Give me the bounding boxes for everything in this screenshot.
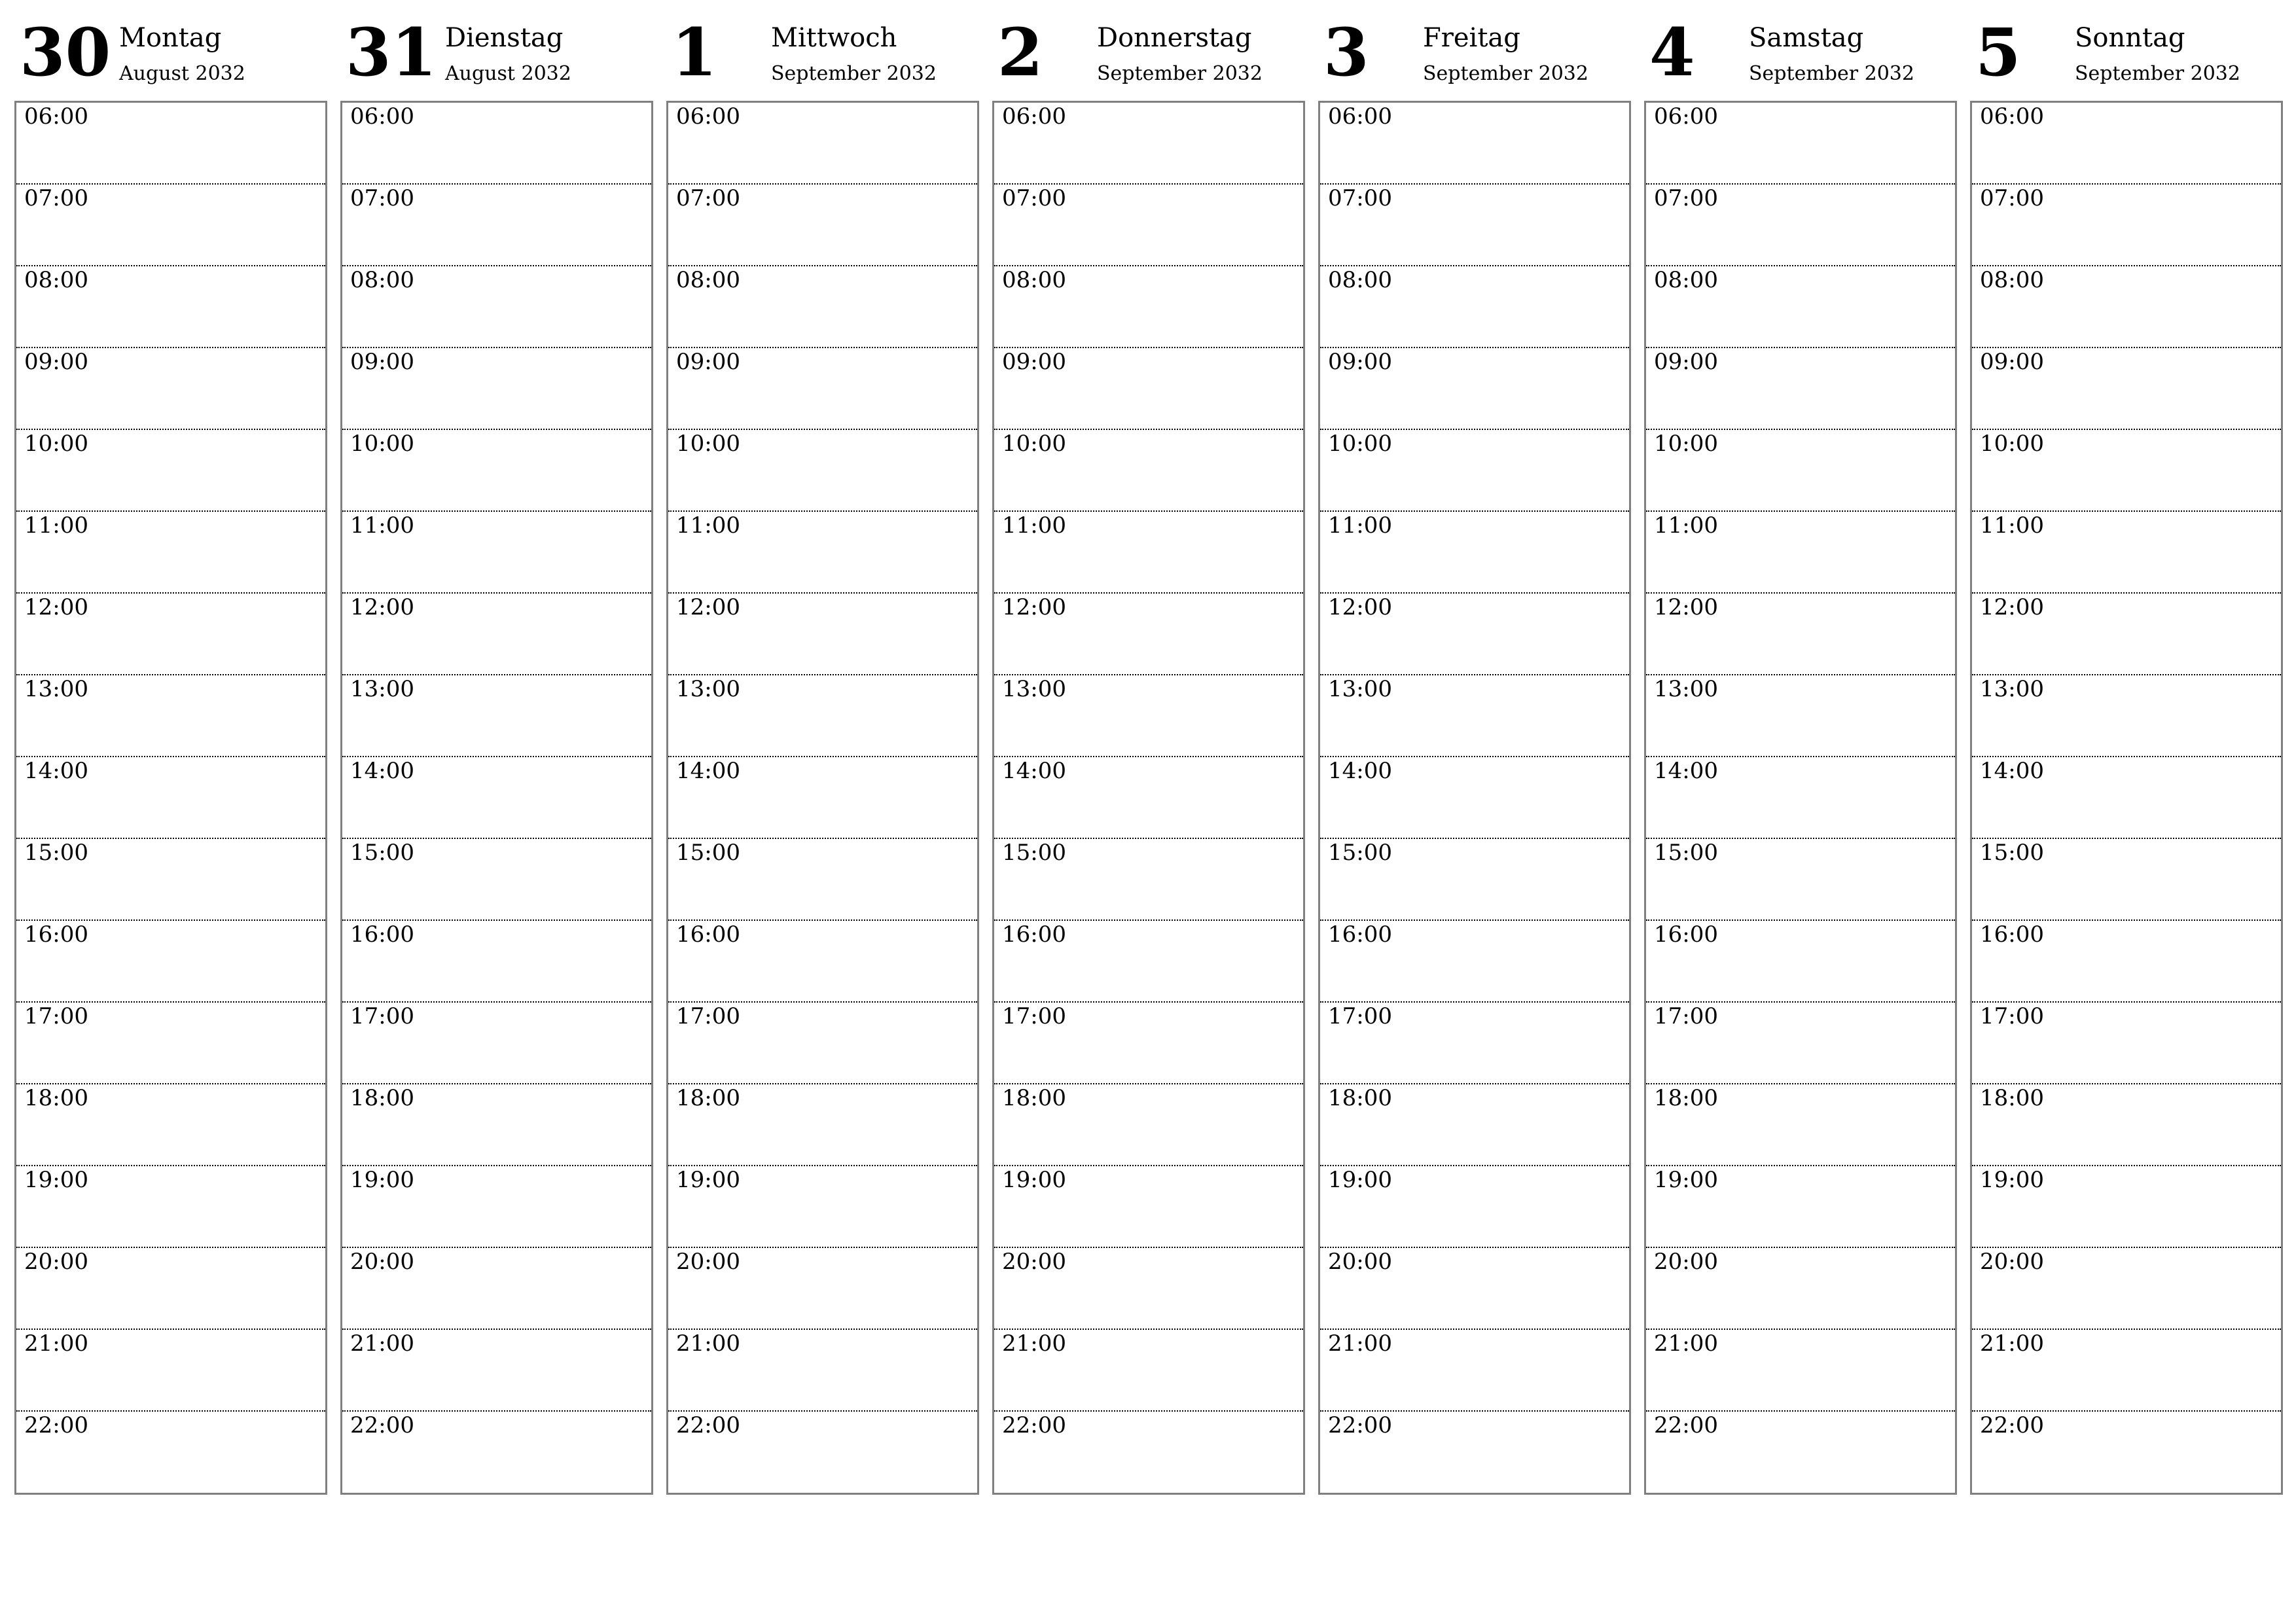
time-label: 22:00 bbox=[1328, 1412, 1392, 1438]
day-number: 4 bbox=[1649, 14, 1695, 91]
time-label: 09:00 bbox=[1654, 349, 1718, 375]
time-slot[interactable] bbox=[1320, 348, 1629, 430]
time-label: 11:00 bbox=[1328, 512, 1392, 539]
month-year-label: September 2032 bbox=[1749, 62, 1914, 85]
time-slot[interactable] bbox=[1646, 266, 1955, 348]
weekday-label: Freitag bbox=[1423, 23, 1520, 53]
time-label: 14:00 bbox=[1328, 758, 1392, 784]
time-label: 18:00 bbox=[1654, 1085, 1718, 1111]
time-slot[interactable] bbox=[994, 430, 1303, 512]
time-label: 12:00 bbox=[676, 594, 740, 620]
time-label: 09:00 bbox=[350, 349, 414, 375]
time-slot[interactable] bbox=[342, 921, 651, 1003]
time-label: 10:00 bbox=[1328, 431, 1392, 457]
time-label: 21:00 bbox=[676, 1330, 740, 1357]
time-label: 10:00 bbox=[1654, 431, 1718, 457]
time-slot[interactable] bbox=[16, 1084, 325, 1166]
time-label: 07:00 bbox=[1654, 185, 1718, 211]
time-slot[interactable] bbox=[1972, 839, 2281, 921]
time-slot[interactable] bbox=[342, 757, 651, 839]
day-column bbox=[992, 0, 1305, 1438]
time-slot[interactable] bbox=[1320, 1330, 1629, 1412]
time-label: 15:00 bbox=[1654, 840, 1718, 866]
time-label: 08:00 bbox=[24, 267, 88, 293]
time-label: 10:00 bbox=[676, 431, 740, 457]
time-label: 06:00 bbox=[1654, 103, 1718, 130]
time-label: 08:00 bbox=[1654, 267, 1718, 293]
time-label: 12:00 bbox=[350, 594, 414, 620]
weekday-label: Montag bbox=[119, 23, 222, 53]
time-slot[interactable] bbox=[342, 512, 651, 594]
time-slot[interactable] bbox=[668, 266, 977, 348]
time-slot[interactable] bbox=[1972, 594, 2281, 675]
time-label: 08:00 bbox=[350, 267, 414, 293]
time-label: 17:00 bbox=[1002, 1003, 1066, 1029]
time-label: 07:00 bbox=[1002, 185, 1066, 211]
time-slot[interactable] bbox=[1972, 1084, 2281, 1166]
time-label: 12:00 bbox=[24, 594, 88, 620]
day-time-grid bbox=[1318, 101, 1631, 1495]
time-slot[interactable] bbox=[1320, 185, 1629, 266]
time-label: 18:00 bbox=[1328, 1085, 1392, 1111]
time-label: 17:00 bbox=[1980, 1003, 2044, 1029]
time-slot[interactable] bbox=[1646, 1330, 1955, 1412]
time-slot[interactable] bbox=[342, 103, 651, 185]
time-label: 06:00 bbox=[1002, 103, 1066, 130]
time-label: 13:00 bbox=[676, 676, 740, 702]
time-slot[interactable] bbox=[16, 266, 325, 348]
time-label: 19:00 bbox=[1002, 1167, 1066, 1193]
time-slot[interactable] bbox=[1972, 1166, 2281, 1248]
day-column bbox=[14, 0, 327, 1438]
time-slot[interactable] bbox=[16, 1412, 325, 1493]
time-label: 06:00 bbox=[1980, 103, 2044, 130]
time-slot[interactable] bbox=[1646, 757, 1955, 839]
time-slot[interactable] bbox=[16, 348, 325, 430]
day-header bbox=[1970, 0, 2283, 101]
day-column bbox=[340, 0, 653, 1438]
time-label: 17:00 bbox=[1328, 1003, 1392, 1029]
time-slot[interactable] bbox=[1972, 348, 2281, 430]
time-label: 13:00 bbox=[350, 676, 414, 702]
time-slot[interactable] bbox=[994, 921, 1303, 1003]
time-label: 21:00 bbox=[1654, 1330, 1718, 1357]
time-label: 06:00 bbox=[1328, 103, 1392, 130]
time-slot[interactable] bbox=[668, 1166, 977, 1248]
time-slot[interactable] bbox=[1646, 1166, 1955, 1248]
time-slot[interactable] bbox=[668, 348, 977, 430]
time-label: 21:00 bbox=[1328, 1330, 1392, 1357]
time-label: 20:00 bbox=[1328, 1249, 1392, 1275]
time-label: 11:00 bbox=[24, 512, 88, 539]
day-time-grid bbox=[14, 101, 327, 1495]
time-label: 22:00 bbox=[1980, 1412, 2044, 1438]
time-slot[interactable] bbox=[1320, 839, 1629, 921]
time-label: 09:00 bbox=[1002, 349, 1066, 375]
time-slot[interactable] bbox=[342, 430, 651, 512]
time-slot[interactable] bbox=[668, 1412, 977, 1493]
time-label: 10:00 bbox=[24, 431, 88, 457]
time-label: 16:00 bbox=[24, 921, 88, 948]
time-slot[interactable] bbox=[1320, 1003, 1629, 1084]
time-label: 18:00 bbox=[1980, 1085, 2044, 1111]
time-slot[interactable] bbox=[1646, 430, 1955, 512]
time-slot[interactable] bbox=[1972, 512, 2281, 594]
time-slot[interactable] bbox=[994, 757, 1303, 839]
time-slot[interactable] bbox=[994, 348, 1303, 430]
time-label: 11:00 bbox=[1654, 512, 1718, 539]
time-slot[interactable] bbox=[1646, 594, 1955, 675]
time-label: 16:00 bbox=[1002, 921, 1066, 948]
time-slot[interactable] bbox=[342, 1248, 651, 1330]
time-slot[interactable] bbox=[668, 675, 977, 757]
day-header bbox=[14, 0, 327, 101]
day-time-grid bbox=[1644, 101, 1957, 1495]
time-label: 11:00 bbox=[1980, 512, 2044, 539]
time-slot[interactable] bbox=[342, 1084, 651, 1166]
time-slot[interactable] bbox=[668, 430, 977, 512]
day-time-grid bbox=[340, 101, 653, 1495]
time-slot[interactable] bbox=[1972, 1003, 2281, 1084]
time-label: 20:00 bbox=[1654, 1249, 1718, 1275]
time-slot[interactable] bbox=[342, 348, 651, 430]
time-slot[interactable] bbox=[668, 1003, 977, 1084]
time-slot[interactable] bbox=[1646, 675, 1955, 757]
weekday-label: Sonntag bbox=[2075, 23, 2185, 53]
time-label: 17:00 bbox=[676, 1003, 740, 1029]
time-slot[interactable] bbox=[1972, 103, 2281, 185]
time-label: 08:00 bbox=[1328, 267, 1392, 293]
time-label: 18:00 bbox=[676, 1085, 740, 1111]
time-slot[interactable] bbox=[668, 512, 977, 594]
time-label: 14:00 bbox=[1002, 758, 1066, 784]
time-label: 21:00 bbox=[1980, 1330, 2044, 1357]
time-slot[interactable] bbox=[16, 103, 325, 185]
time-slot[interactable] bbox=[668, 1330, 977, 1412]
time-slot[interactable] bbox=[668, 594, 977, 675]
time-slot[interactable] bbox=[1320, 1412, 1629, 1493]
time-label: 20:00 bbox=[24, 1249, 88, 1275]
time-label: 16:00 bbox=[350, 921, 414, 948]
time-slot[interactable] bbox=[1972, 1248, 2281, 1330]
time-slot[interactable] bbox=[342, 266, 651, 348]
time-label: 20:00 bbox=[1980, 1249, 2044, 1275]
time-label: 07:00 bbox=[350, 185, 414, 211]
day-header bbox=[992, 0, 1305, 101]
time-slot[interactable] bbox=[668, 185, 977, 266]
time-slot[interactable] bbox=[16, 1248, 325, 1330]
time-slot[interactable] bbox=[668, 1248, 977, 1330]
time-slot[interactable] bbox=[1320, 1166, 1629, 1248]
time-label: 08:00 bbox=[676, 267, 740, 293]
day-column bbox=[1644, 0, 1957, 1438]
time-label: 09:00 bbox=[24, 349, 88, 375]
weekday-label: Dienstag bbox=[445, 23, 564, 53]
time-slot[interactable] bbox=[994, 185, 1303, 266]
month-year-label: September 2032 bbox=[1423, 62, 1588, 85]
time-slot[interactable] bbox=[16, 185, 325, 266]
time-label: 13:00 bbox=[1980, 676, 2044, 702]
time-label: 19:00 bbox=[1980, 1167, 2044, 1193]
time-label: 15:00 bbox=[350, 840, 414, 866]
time-slot[interactable] bbox=[1646, 921, 1955, 1003]
day-header bbox=[666, 0, 979, 101]
time-label: 21:00 bbox=[350, 1330, 414, 1357]
time-slot[interactable] bbox=[994, 1412, 1303, 1493]
time-slot[interactable] bbox=[1972, 430, 2281, 512]
day-number: 3 bbox=[1323, 14, 1369, 91]
day-number: 31 bbox=[346, 14, 437, 91]
time-slot[interactable] bbox=[668, 757, 977, 839]
time-slot[interactable] bbox=[1972, 1330, 2281, 1412]
time-label: 19:00 bbox=[350, 1167, 414, 1193]
day-header bbox=[1644, 0, 1957, 101]
time-slot[interactable] bbox=[342, 594, 651, 675]
day-time-grid bbox=[666, 101, 979, 1495]
time-label: 14:00 bbox=[676, 758, 740, 784]
time-slot[interactable] bbox=[1646, 1084, 1955, 1166]
time-slot[interactable] bbox=[994, 266, 1303, 348]
time-label: 15:00 bbox=[676, 840, 740, 866]
time-slot[interactable] bbox=[16, 1166, 325, 1248]
month-year-label: August 2032 bbox=[445, 62, 571, 85]
time-slot[interactable] bbox=[16, 921, 325, 1003]
time-slot[interactable] bbox=[668, 103, 977, 185]
time-slot[interactable] bbox=[1320, 757, 1629, 839]
time-slot[interactable] bbox=[1972, 675, 2281, 757]
time-label: 09:00 bbox=[1328, 349, 1392, 375]
time-label: 11:00 bbox=[1002, 512, 1066, 539]
time-slot[interactable] bbox=[16, 757, 325, 839]
day-column bbox=[666, 0, 979, 1438]
time-slot[interactable] bbox=[1972, 921, 2281, 1003]
time-label: 13:00 bbox=[1654, 676, 1718, 702]
time-label: 22:00 bbox=[676, 1412, 740, 1438]
time-slot[interactable] bbox=[342, 839, 651, 921]
time-label: 12:00 bbox=[1328, 594, 1392, 620]
time-label: 10:00 bbox=[350, 431, 414, 457]
time-label: 13:00 bbox=[1328, 676, 1392, 702]
time-slot[interactable] bbox=[16, 1003, 325, 1084]
time-slot[interactable] bbox=[342, 1166, 651, 1248]
day-column bbox=[1970, 0, 2283, 1438]
day-time-grid bbox=[1970, 101, 2283, 1495]
time-slot[interactable] bbox=[342, 1003, 651, 1084]
time-label: 09:00 bbox=[1980, 349, 2044, 375]
time-slot[interactable] bbox=[994, 1003, 1303, 1084]
time-label: 13:00 bbox=[24, 676, 88, 702]
time-slot[interactable] bbox=[1972, 266, 2281, 348]
time-label: 20:00 bbox=[1002, 1249, 1066, 1275]
time-slot[interactable] bbox=[994, 1330, 1303, 1412]
time-slot[interactable] bbox=[994, 1166, 1303, 1248]
time-slot[interactable] bbox=[16, 1330, 325, 1412]
time-label: 15:00 bbox=[1002, 840, 1066, 866]
time-label: 09:00 bbox=[676, 349, 740, 375]
time-slot[interactable] bbox=[1320, 512, 1629, 594]
time-slot[interactable] bbox=[994, 675, 1303, 757]
time-label: 16:00 bbox=[676, 921, 740, 948]
time-label: 22:00 bbox=[350, 1412, 414, 1438]
time-label: 10:00 bbox=[1980, 431, 2044, 457]
time-label: 11:00 bbox=[350, 512, 414, 539]
day-number: 1 bbox=[672, 14, 717, 91]
time-slot[interactable] bbox=[16, 839, 325, 921]
time-slot[interactable] bbox=[1646, 512, 1955, 594]
time-slot[interactable] bbox=[1320, 921, 1629, 1003]
time-label: 22:00 bbox=[1002, 1412, 1066, 1438]
time-label: 22:00 bbox=[1654, 1412, 1718, 1438]
time-slot[interactable] bbox=[16, 675, 325, 757]
weekday-label: Samstag bbox=[1749, 23, 1864, 53]
time-slot[interactable] bbox=[1320, 266, 1629, 348]
time-label: 21:00 bbox=[24, 1330, 88, 1357]
weekday-label: Donnerstag bbox=[1097, 23, 1252, 53]
time-label: 20:00 bbox=[676, 1249, 740, 1275]
day-number: 30 bbox=[20, 14, 111, 91]
time-label: 06:00 bbox=[676, 103, 740, 130]
time-label: 18:00 bbox=[24, 1085, 88, 1111]
time-label: 11:00 bbox=[676, 512, 740, 539]
time-label: 19:00 bbox=[676, 1167, 740, 1193]
time-label: 07:00 bbox=[1980, 185, 2044, 211]
time-slot[interactable] bbox=[668, 1084, 977, 1166]
month-year-label: September 2032 bbox=[771, 62, 937, 85]
time-slot[interactable] bbox=[1320, 1084, 1629, 1166]
month-year-label: September 2032 bbox=[2075, 62, 2240, 85]
time-slot[interactable] bbox=[16, 594, 325, 675]
time-slot[interactable] bbox=[342, 1330, 651, 1412]
time-label: 14:00 bbox=[350, 758, 414, 784]
time-label: 07:00 bbox=[24, 185, 88, 211]
time-label: 18:00 bbox=[350, 1085, 414, 1111]
time-label: 17:00 bbox=[24, 1003, 88, 1029]
time-label: 17:00 bbox=[1654, 1003, 1718, 1029]
time-slot[interactable] bbox=[668, 921, 977, 1003]
day-number: 2 bbox=[997, 14, 1043, 91]
time-slot[interactable] bbox=[16, 430, 325, 512]
day-number: 5 bbox=[1975, 14, 2021, 91]
time-slot[interactable] bbox=[668, 839, 977, 921]
time-slot[interactable] bbox=[342, 675, 651, 757]
time-label: 22:00 bbox=[24, 1412, 88, 1438]
time-slot[interactable] bbox=[994, 512, 1303, 594]
time-label: 19:00 bbox=[1328, 1167, 1392, 1193]
time-slot[interactable] bbox=[1646, 348, 1955, 430]
time-label: 16:00 bbox=[1654, 921, 1718, 948]
time-slot[interactable] bbox=[1972, 757, 2281, 839]
time-slot[interactable] bbox=[1646, 1412, 1955, 1493]
time-label: 06:00 bbox=[350, 103, 414, 130]
time-slot[interactable] bbox=[1320, 594, 1629, 675]
day-column bbox=[1318, 0, 1631, 1438]
time-slot[interactable] bbox=[342, 185, 651, 266]
time-slot[interactable] bbox=[1646, 1248, 1955, 1330]
time-label: 19:00 bbox=[1654, 1167, 1718, 1193]
time-label: 07:00 bbox=[1328, 185, 1392, 211]
time-label: 06:00 bbox=[24, 103, 88, 130]
month-year-label: September 2032 bbox=[1097, 62, 1263, 85]
time-label: 15:00 bbox=[1328, 840, 1392, 866]
day-header bbox=[1318, 0, 1631, 101]
time-label: 12:00 bbox=[1002, 594, 1066, 620]
time-label: 13:00 bbox=[1002, 676, 1066, 702]
time-label: 19:00 bbox=[24, 1167, 88, 1193]
time-slot[interactable] bbox=[1320, 675, 1629, 757]
time-label: 16:00 bbox=[1328, 921, 1392, 948]
time-label: 08:00 bbox=[1980, 267, 2044, 293]
time-label: 15:00 bbox=[24, 840, 88, 866]
time-label: 08:00 bbox=[1002, 267, 1066, 293]
time-slot[interactable] bbox=[1320, 103, 1629, 185]
time-label: 20:00 bbox=[350, 1249, 414, 1275]
day-time-grid bbox=[992, 101, 1305, 1495]
time-label: 21:00 bbox=[1002, 1330, 1066, 1357]
weekday-label: Mittwoch bbox=[771, 23, 897, 53]
time-slot[interactable] bbox=[1646, 1003, 1955, 1084]
time-slot[interactable] bbox=[994, 1248, 1303, 1330]
time-slot[interactable] bbox=[994, 1084, 1303, 1166]
time-label: 12:00 bbox=[1980, 594, 2044, 620]
time-label: 14:00 bbox=[24, 758, 88, 784]
time-label: 15:00 bbox=[1980, 840, 2044, 866]
time-label: 12:00 bbox=[1654, 594, 1718, 620]
time-label: 14:00 bbox=[1654, 758, 1718, 784]
time-slot[interactable] bbox=[1972, 1412, 2281, 1493]
time-slot[interactable] bbox=[994, 594, 1303, 675]
month-year-label: August 2032 bbox=[119, 62, 245, 85]
time-label: 16:00 bbox=[1980, 921, 2044, 948]
time-slot[interactable] bbox=[1972, 185, 2281, 266]
time-label: 18:00 bbox=[1002, 1085, 1066, 1111]
time-slot[interactable] bbox=[16, 512, 325, 594]
time-slot[interactable] bbox=[1320, 430, 1629, 512]
time-slot[interactable] bbox=[1320, 1248, 1629, 1330]
day-header bbox=[340, 0, 653, 101]
time-slot[interactable] bbox=[342, 1412, 651, 1493]
time-label: 10:00 bbox=[1002, 431, 1066, 457]
time-slot[interactable] bbox=[1646, 839, 1955, 921]
time-label: 17:00 bbox=[350, 1003, 414, 1029]
time-slot[interactable] bbox=[1646, 103, 1955, 185]
time-slot[interactable] bbox=[994, 103, 1303, 185]
time-slot[interactable] bbox=[994, 839, 1303, 921]
time-slot[interactable] bbox=[1646, 185, 1955, 266]
time-label: 14:00 bbox=[1980, 758, 2044, 784]
time-label: 07:00 bbox=[676, 185, 740, 211]
